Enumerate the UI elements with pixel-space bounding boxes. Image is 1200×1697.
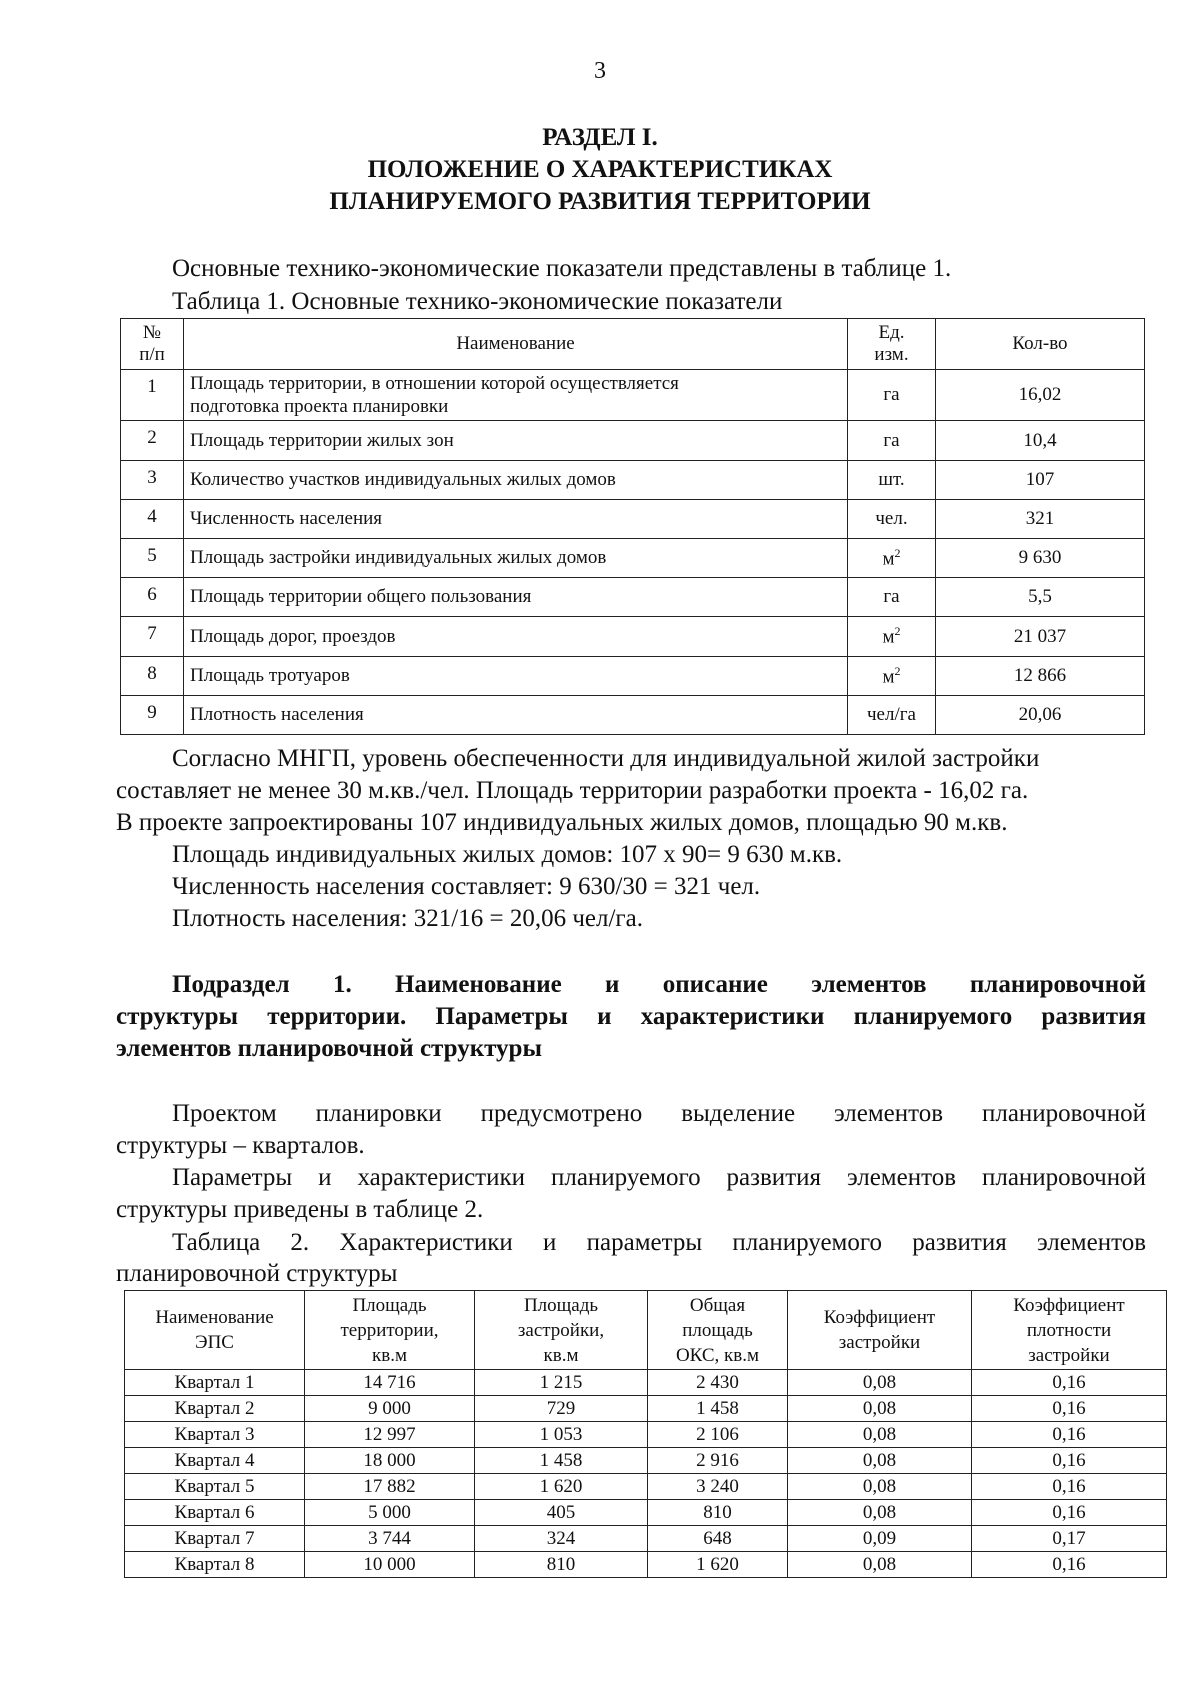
cell: 2 916	[648, 1448, 788, 1474]
table-row	[125, 1370, 1167, 1396]
cell: Квартал 5	[125, 1474, 305, 1500]
cell: 2 430	[648, 1370, 788, 1396]
table-row	[125, 1422, 1167, 1448]
cell: Квартал 6	[125, 1500, 305, 1526]
cell: 0,08	[788, 1448, 972, 1474]
table-row	[121, 657, 1145, 696]
cell: Квартал 4	[125, 1448, 305, 1474]
cell: 0,08	[788, 1474, 972, 1500]
cell: 0,08	[788, 1500, 972, 1526]
calc-line: Плотность населения: 321/16 = 20,06 чел/га.	[172, 905, 644, 932]
row-name: Численность населения	[184, 500, 848, 539]
cell: 0,16	[972, 1396, 1167, 1422]
section-heading	[0, 122, 1200, 218]
paragraph-line: Проектом планировки предусмотрено выделение элементов планировочной	[172, 1100, 1146, 1127]
paragraph-line: структуры приведены в таблице 2.	[116, 1196, 484, 1223]
row-num: 4	[121, 500, 184, 539]
cell: 0,08	[788, 1552, 972, 1578]
table-row	[121, 578, 1145, 617]
row-name: Площадь тротуаров	[184, 657, 848, 696]
row-name: Площадь дорог, проездов	[184, 617, 848, 657]
row-value: 5,5	[936, 578, 1145, 617]
table-row	[121, 539, 1145, 578]
table-row	[121, 421, 1145, 461]
cell: 0,08	[788, 1422, 972, 1448]
row-value: 12 866	[936, 657, 1145, 696]
header-k1: Коэффициент застройки	[788, 1291, 972, 1370]
table2-caption: Таблица 2. Характеристики и параметры планируемого развития элементов	[172, 1229, 1146, 1256]
cell: 14 716	[305, 1370, 475, 1396]
row-name: Количество участков индивидуальных жилых домов	[184, 461, 848, 500]
calc-line: В проекте запроектированы 107 индивидуальных жилых домов, площадью 90 м.кв.	[116, 809, 1008, 836]
cell: 648	[648, 1526, 788, 1552]
row-num: 9	[121, 696, 184, 735]
row-num: 1	[121, 370, 184, 421]
cell: 0,16	[972, 1370, 1167, 1396]
row-num: 8	[121, 657, 184, 696]
section-heading-line: РАЗДЕЛ I.	[542, 124, 658, 151]
row-value: 107	[936, 461, 1145, 500]
table-row	[125, 1448, 1167, 1474]
cell: 5 000	[305, 1500, 475, 1526]
row-name: Площадь территории жилых зон	[184, 421, 848, 461]
section-heading-line: ПОЛОЖЕНИЕ О ХАРАКТЕРИСТИКАХ	[367, 156, 833, 183]
cell: 1 620	[475, 1474, 648, 1500]
calc-line: составляет не менее 30 м.кв./чел. Площадь территории разработки проекта - 16,02 га.	[116, 777, 1029, 804]
calc-line: Согласно МНГП, уровень обеспеченности для индивидуальной жилой застройки	[172, 745, 1040, 772]
cell: 1 215	[475, 1370, 648, 1396]
cell: 0,16	[972, 1474, 1167, 1500]
row-unit: $м^2$	[848, 657, 936, 696]
row-unit: чел/га	[848, 696, 936, 735]
cell: 12 997	[305, 1422, 475, 1448]
header-area: Площадь территории, кв.м	[305, 1291, 475, 1370]
table-header-row	[121, 319, 1145, 370]
row-value: 10,4	[936, 421, 1145, 461]
table-row	[125, 1474, 1167, 1500]
row-name: Площадь территории, в отношении которой осуществляется подготовка проекта планировки	[184, 370, 848, 421]
calc-line: Численность населения составляет: 9 630/30 = 321 чел.	[172, 873, 761, 900]
cell: 810	[648, 1500, 788, 1526]
indicators-table	[120, 318, 1145, 735]
row-value: 321	[936, 500, 1145, 539]
header-built: Площадь застройки, кв.м	[475, 1291, 648, 1370]
header-unit: Ед. изм.	[848, 319, 936, 370]
cell: 0,17	[972, 1526, 1167, 1552]
table-row	[125, 1396, 1167, 1422]
cell: Квартал 8	[125, 1552, 305, 1578]
cell: 810	[475, 1552, 648, 1578]
row-unit: $м^2$	[848, 617, 936, 657]
cell: 1 620	[648, 1552, 788, 1578]
table-row	[121, 370, 1145, 421]
cell: 9 000	[305, 1396, 475, 1422]
row-num: 6	[121, 578, 184, 617]
table2-caption: планировочной структуры	[116, 1260, 398, 1287]
cell: 3 240	[648, 1474, 788, 1500]
table-row	[125, 1552, 1167, 1578]
table-row	[121, 617, 1145, 657]
header-total: Общая площадь ОКС, кв.м	[648, 1291, 788, 1370]
table-row	[125, 1500, 1167, 1526]
header-name: Наименование	[184, 319, 848, 370]
cell: Квартал 3	[125, 1422, 305, 1448]
table-row	[125, 1526, 1167, 1552]
row-unit: га	[848, 578, 936, 617]
table-row	[121, 461, 1145, 500]
row-unit: га	[848, 370, 936, 421]
cell: 0,09	[788, 1526, 972, 1552]
table-row	[121, 500, 1145, 539]
paragraph-line: Параметры и характеристики планируемого развития элементов планировочной	[172, 1164, 1146, 1191]
row-unit: шт.	[848, 461, 936, 500]
header-qty: Кол-во	[936, 319, 1145, 370]
paragraph-line: структуры – кварталов.	[116, 1132, 365, 1159]
row-value: 21 037	[936, 617, 1145, 657]
cell: Квартал 1	[125, 1370, 305, 1396]
cell: 3 744	[305, 1526, 475, 1552]
row-name: Площадь застройки индивидуальных жилых домов	[184, 539, 848, 578]
cell: 0,16	[972, 1500, 1167, 1526]
header-k2: Коэффициент плотности застройки	[972, 1291, 1167, 1370]
cell: 0,16	[972, 1422, 1167, 1448]
cell: 1 053	[475, 1422, 648, 1448]
table-header-row	[125, 1291, 1167, 1370]
section-heading-line: ПЛАНИРУЕМОГО РАЗВИТИЯ ТЕРРИТОРИИ	[329, 188, 871, 215]
subsection-heading-line: Подраздел 1. Наименование и описание элементов планировочной	[172, 971, 1146, 998]
table-row	[121, 696, 1145, 735]
cell: 0,16	[972, 1448, 1167, 1474]
row-num: 2	[121, 421, 184, 461]
header-eps: Наименование ЭПС	[125, 1291, 305, 1370]
cell: 0,08	[788, 1396, 972, 1422]
calc-line: Площадь индивидуальных жилых домов: 107 х 90= 9 630 м.кв.	[172, 841, 843, 868]
cell: 10 000	[305, 1552, 475, 1578]
cell: 729	[475, 1396, 648, 1422]
row-value: 20,06	[936, 696, 1145, 735]
row-value: 9 630	[936, 539, 1145, 578]
header-num: № п/п	[121, 319, 184, 370]
row-unit: чел.	[848, 500, 936, 539]
cell: 18 000	[305, 1448, 475, 1474]
row-name: Площадь территории общего пользования	[184, 578, 848, 617]
cell: 2 106	[648, 1422, 788, 1448]
cell: 1 458	[648, 1396, 788, 1422]
cell: 324	[475, 1526, 648, 1552]
page-number: 3	[594, 58, 606, 84]
subsection-heading-line: структуры территории. Параметры и характеристики планируемого развития	[116, 1003, 1146, 1030]
cell: 1 458	[475, 1448, 648, 1474]
cell: 0,08	[788, 1370, 972, 1396]
row-name: Плотность населения	[184, 696, 848, 735]
row-num: 7	[121, 617, 184, 657]
cell: 405	[475, 1500, 648, 1526]
subsection-heading-line: элементов планировочной структуры	[116, 1035, 542, 1062]
row-num: 5	[121, 539, 184, 578]
cell: 17 882	[305, 1474, 475, 1500]
row-num: 3	[121, 461, 184, 500]
row-unit: га	[848, 421, 936, 461]
eps-table	[124, 1290, 1167, 1578]
row-unit: $м^2$	[848, 539, 936, 578]
cell: Квартал 7	[125, 1526, 305, 1552]
table1-caption: Таблица 1. Основные технико-экономические показатели	[172, 288, 783, 315]
row-value: 16,02	[936, 370, 1145, 421]
cell: 0,16	[972, 1552, 1167, 1578]
intro-paragraph: Основные технико-экономические показатели представлены в таблице 1.	[172, 255, 952, 282]
cell: Квартал 2	[125, 1396, 305, 1422]
